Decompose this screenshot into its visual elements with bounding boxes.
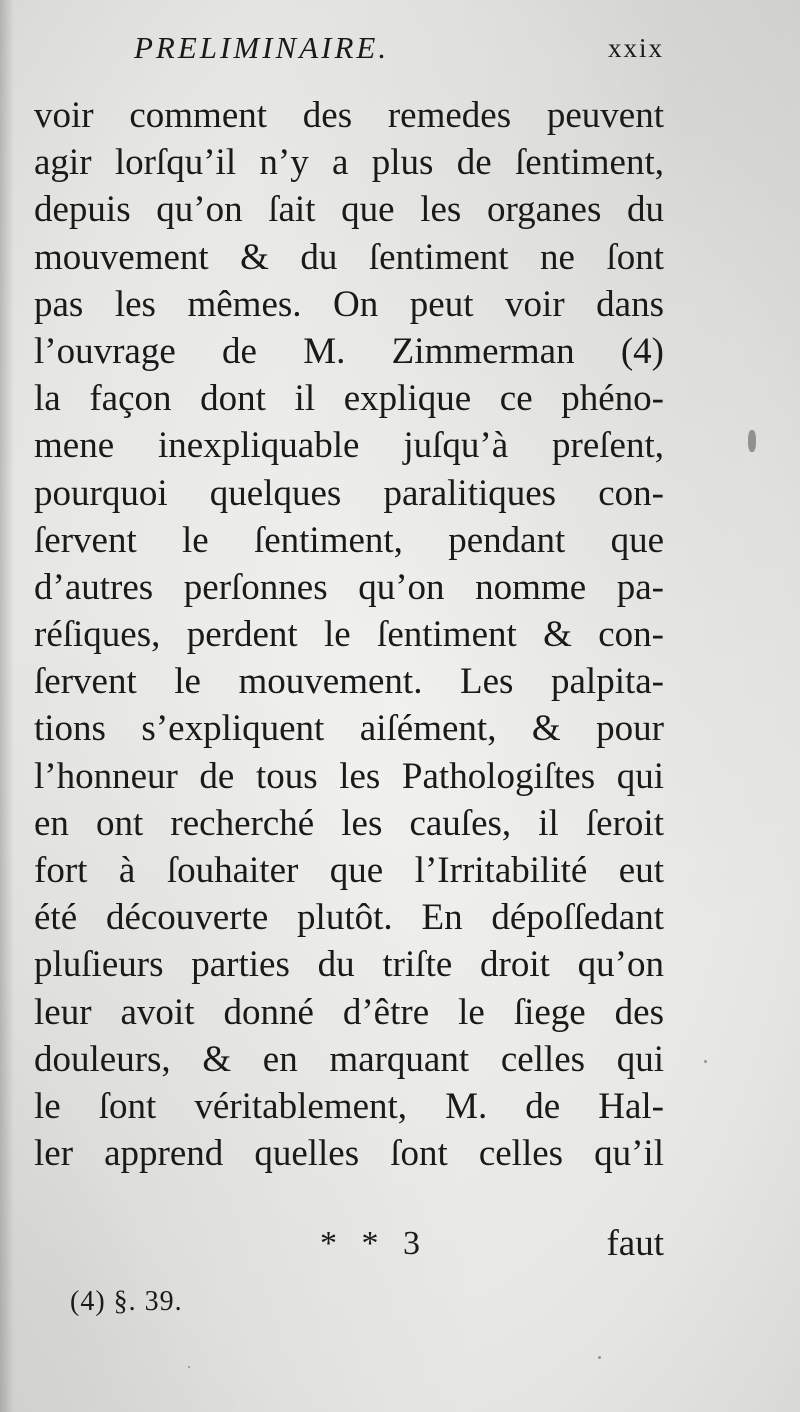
paper-speck	[598, 1356, 601, 1359]
text-line: réſiques, perdent le ſentiment & con-	[34, 614, 664, 656]
text-line: mouvement & du ſentiment ne ſont	[34, 236, 664, 278]
gutter-shadow	[0, 0, 14, 1412]
text-line: ſervent le ſentiment, pendant que	[34, 519, 664, 561]
paper-speck	[188, 1366, 190, 1368]
text-line: ſervent le mouvement. Les palpita-	[34, 661, 664, 703]
text-line: été découverte plutôt. En dépoſſedant	[34, 897, 664, 939]
text-line: voir comment des remedes peuvent	[34, 95, 664, 136]
text-line: la façon dont il explique ce phéno-	[34, 378, 664, 420]
text-line: tions s’expliquent aiſément, & pour	[34, 708, 664, 750]
text-line: depuis qu’on ſait que les organes du	[34, 189, 664, 231]
page-header	[134, 26, 664, 70]
text-line: pourquoi quelques paralitiques con-	[34, 472, 664, 514]
footnote: (4) §. 39.	[70, 1286, 183, 1317]
text-line: douleurs, & en marquant celles qui	[34, 1038, 664, 1080]
page-number: xxix	[607, 33, 664, 63]
catchword: faut	[606, 1223, 664, 1264]
text-line: le ſont véritablement, M. de Hal-	[34, 1085, 664, 1127]
text-line: leur avoit donné d’être le ſiege des	[34, 991, 664, 1033]
text-line: d’autres perſonnes qu’on nomme pa-	[34, 566, 664, 608]
running-head: PRELIMINAIRE.	[134, 30, 390, 65]
signature-mark: * * 3	[320, 1225, 428, 1262]
text-line: pluſieurs parties du triſte droit qu’on	[34, 944, 664, 986]
text-line: l’ouvrage de M. Zimmerman (4)	[34, 330, 664, 372]
paper-speck	[748, 430, 756, 452]
text-line: ler apprend quelles ſont celles qu’il	[34, 1133, 664, 1175]
page-footer	[34, 1222, 664, 1266]
text-line: pas les mêmes. On peut voir dans	[34, 283, 664, 325]
text-line: fort à ſouhaiter que l’Irritabilité eut	[34, 850, 664, 891]
body-text	[34, 92, 664, 1177]
text-line: agir lorſqu’il n’y a plus de ſentiment,	[34, 142, 664, 184]
text-line: en ont recherché les cauſes, il ſeroit	[34, 802, 664, 844]
text-line: l’honneur de tous les Pathologiſtes qui	[34, 755, 664, 797]
paper-speck	[704, 1060, 707, 1063]
text-line: mene inexpliquable juſqu’à preſent,	[34, 425, 664, 467]
